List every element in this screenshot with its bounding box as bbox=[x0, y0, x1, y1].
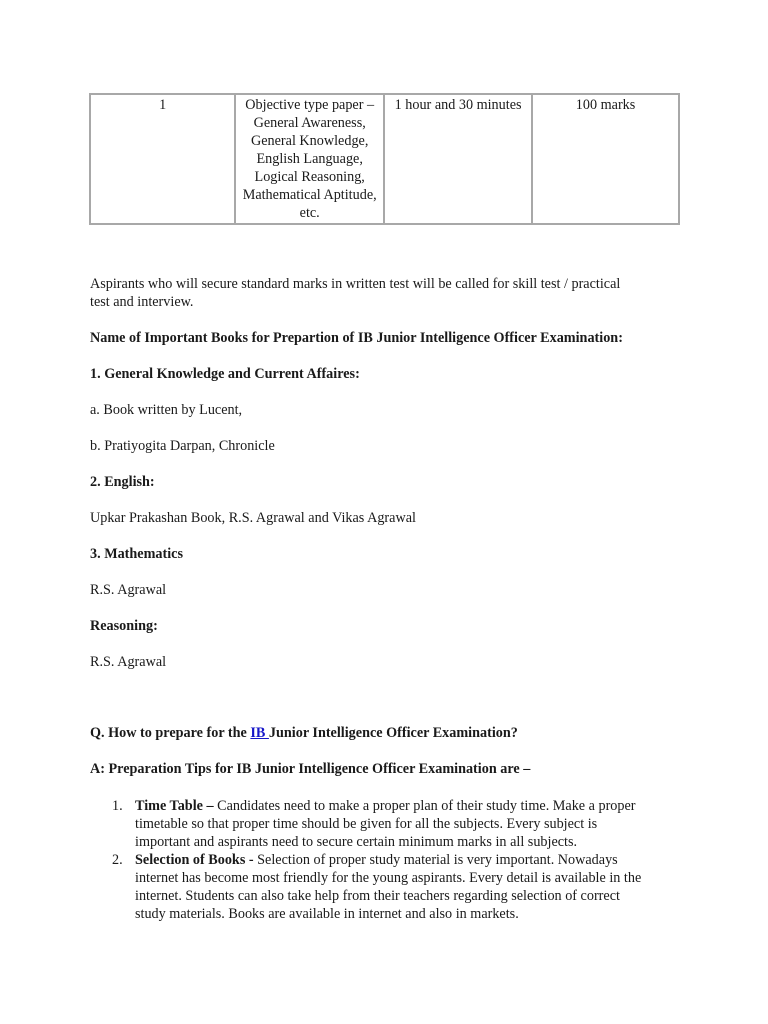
duration-cell: 1 hour and 30 minutes bbox=[384, 94, 532, 224]
tip-line: important and aspirants need to secure certain minimum marks in all subjects. bbox=[135, 834, 578, 850]
paper-subject-line: Logical Reasoning, bbox=[254, 169, 365, 185]
paper-subject-line: etc. bbox=[299, 205, 320, 221]
maths-heading: 3. Mathematics bbox=[90, 546, 183, 562]
faq-question bbox=[90, 725, 518, 743]
tip-title: Time Table – bbox=[135, 798, 218, 814]
list-item bbox=[112, 851, 682, 923]
gk-book-a: a. Book written by Lucent, bbox=[90, 402, 243, 418]
maths-books: R.S. Agrawal bbox=[90, 582, 167, 598]
reasoning-heading: Reasoning: bbox=[90, 618, 158, 634]
list-item-number: 1. bbox=[112, 798, 123, 814]
marks-cell: 100 marks bbox=[532, 94, 679, 224]
question-prefix: Q. How to prepare for the bbox=[90, 725, 251, 741]
paper-subject-line: General Knowledge, bbox=[250, 133, 369, 149]
english-books: Upkar Prakashan Book, R.S. Agrawal and Vikas Agrawal bbox=[90, 510, 416, 526]
list-item bbox=[112, 797, 682, 851]
exam-pattern-table bbox=[89, 93, 680, 225]
paper-subjects-cell bbox=[235, 94, 384, 224]
english-heading: 2. English: bbox=[90, 474, 155, 490]
tip-line: Candidates need to make a proper plan of their study time. Make a proper bbox=[217, 798, 636, 814]
gk-book-b: b. Pratiyogita Darpan, Chronicle bbox=[90, 438, 275, 454]
tip-line: timetable so that proper time should be given for all the subjects. Every subject is bbox=[135, 816, 598, 832]
faq-answer-heading: A: Preparation Tips for IB Junior Intelligence Officer Examination are – bbox=[90, 761, 531, 777]
tip-line: internet. Students can also take help from their teachers regarding selection of correct bbox=[135, 888, 620, 904]
paper-subject-line: General Awareness, bbox=[253, 115, 366, 131]
tip-title: Selection of Books - bbox=[135, 852, 258, 868]
paper-subject-line: Objective type paper – bbox=[245, 97, 375, 113]
list-item-body bbox=[135, 851, 682, 923]
list-item-number: 2. bbox=[112, 852, 123, 868]
paper-number-cell: 1 bbox=[90, 94, 235, 224]
gk-heading: 1. General Knowledge and Current Affaires: bbox=[90, 366, 360, 382]
tip-line: study materials. Books are available in internet and also in markets. bbox=[135, 906, 519, 922]
ib-link[interactable]: IB bbox=[250, 725, 269, 741]
list-item-body bbox=[135, 797, 682, 851]
tip-line: internet has become most friendly for the young aspirants. Every detail is available in the bbox=[135, 870, 642, 886]
paper-subject-line: Mathematical Aptitude, bbox=[242, 187, 377, 203]
intro-line: test and interview. bbox=[90, 294, 194, 310]
intro-line: Aspirants who will secure standard marks in written test will be called for skill test / practical bbox=[90, 276, 621, 292]
tip-line: Selection of proper study material is very important. Nowadays bbox=[257, 852, 618, 868]
table-row bbox=[90, 94, 679, 224]
reasoning-books: R.S. Agrawal bbox=[90, 654, 167, 670]
paper-subject-line: English Language, bbox=[256, 151, 363, 167]
question-suffix: Junior Intelligence Officer Examination? bbox=[268, 725, 518, 741]
books-heading: Name of Important Books for Prepartion of IB Junior Intelligence Officer Examination: bbox=[90, 330, 623, 346]
